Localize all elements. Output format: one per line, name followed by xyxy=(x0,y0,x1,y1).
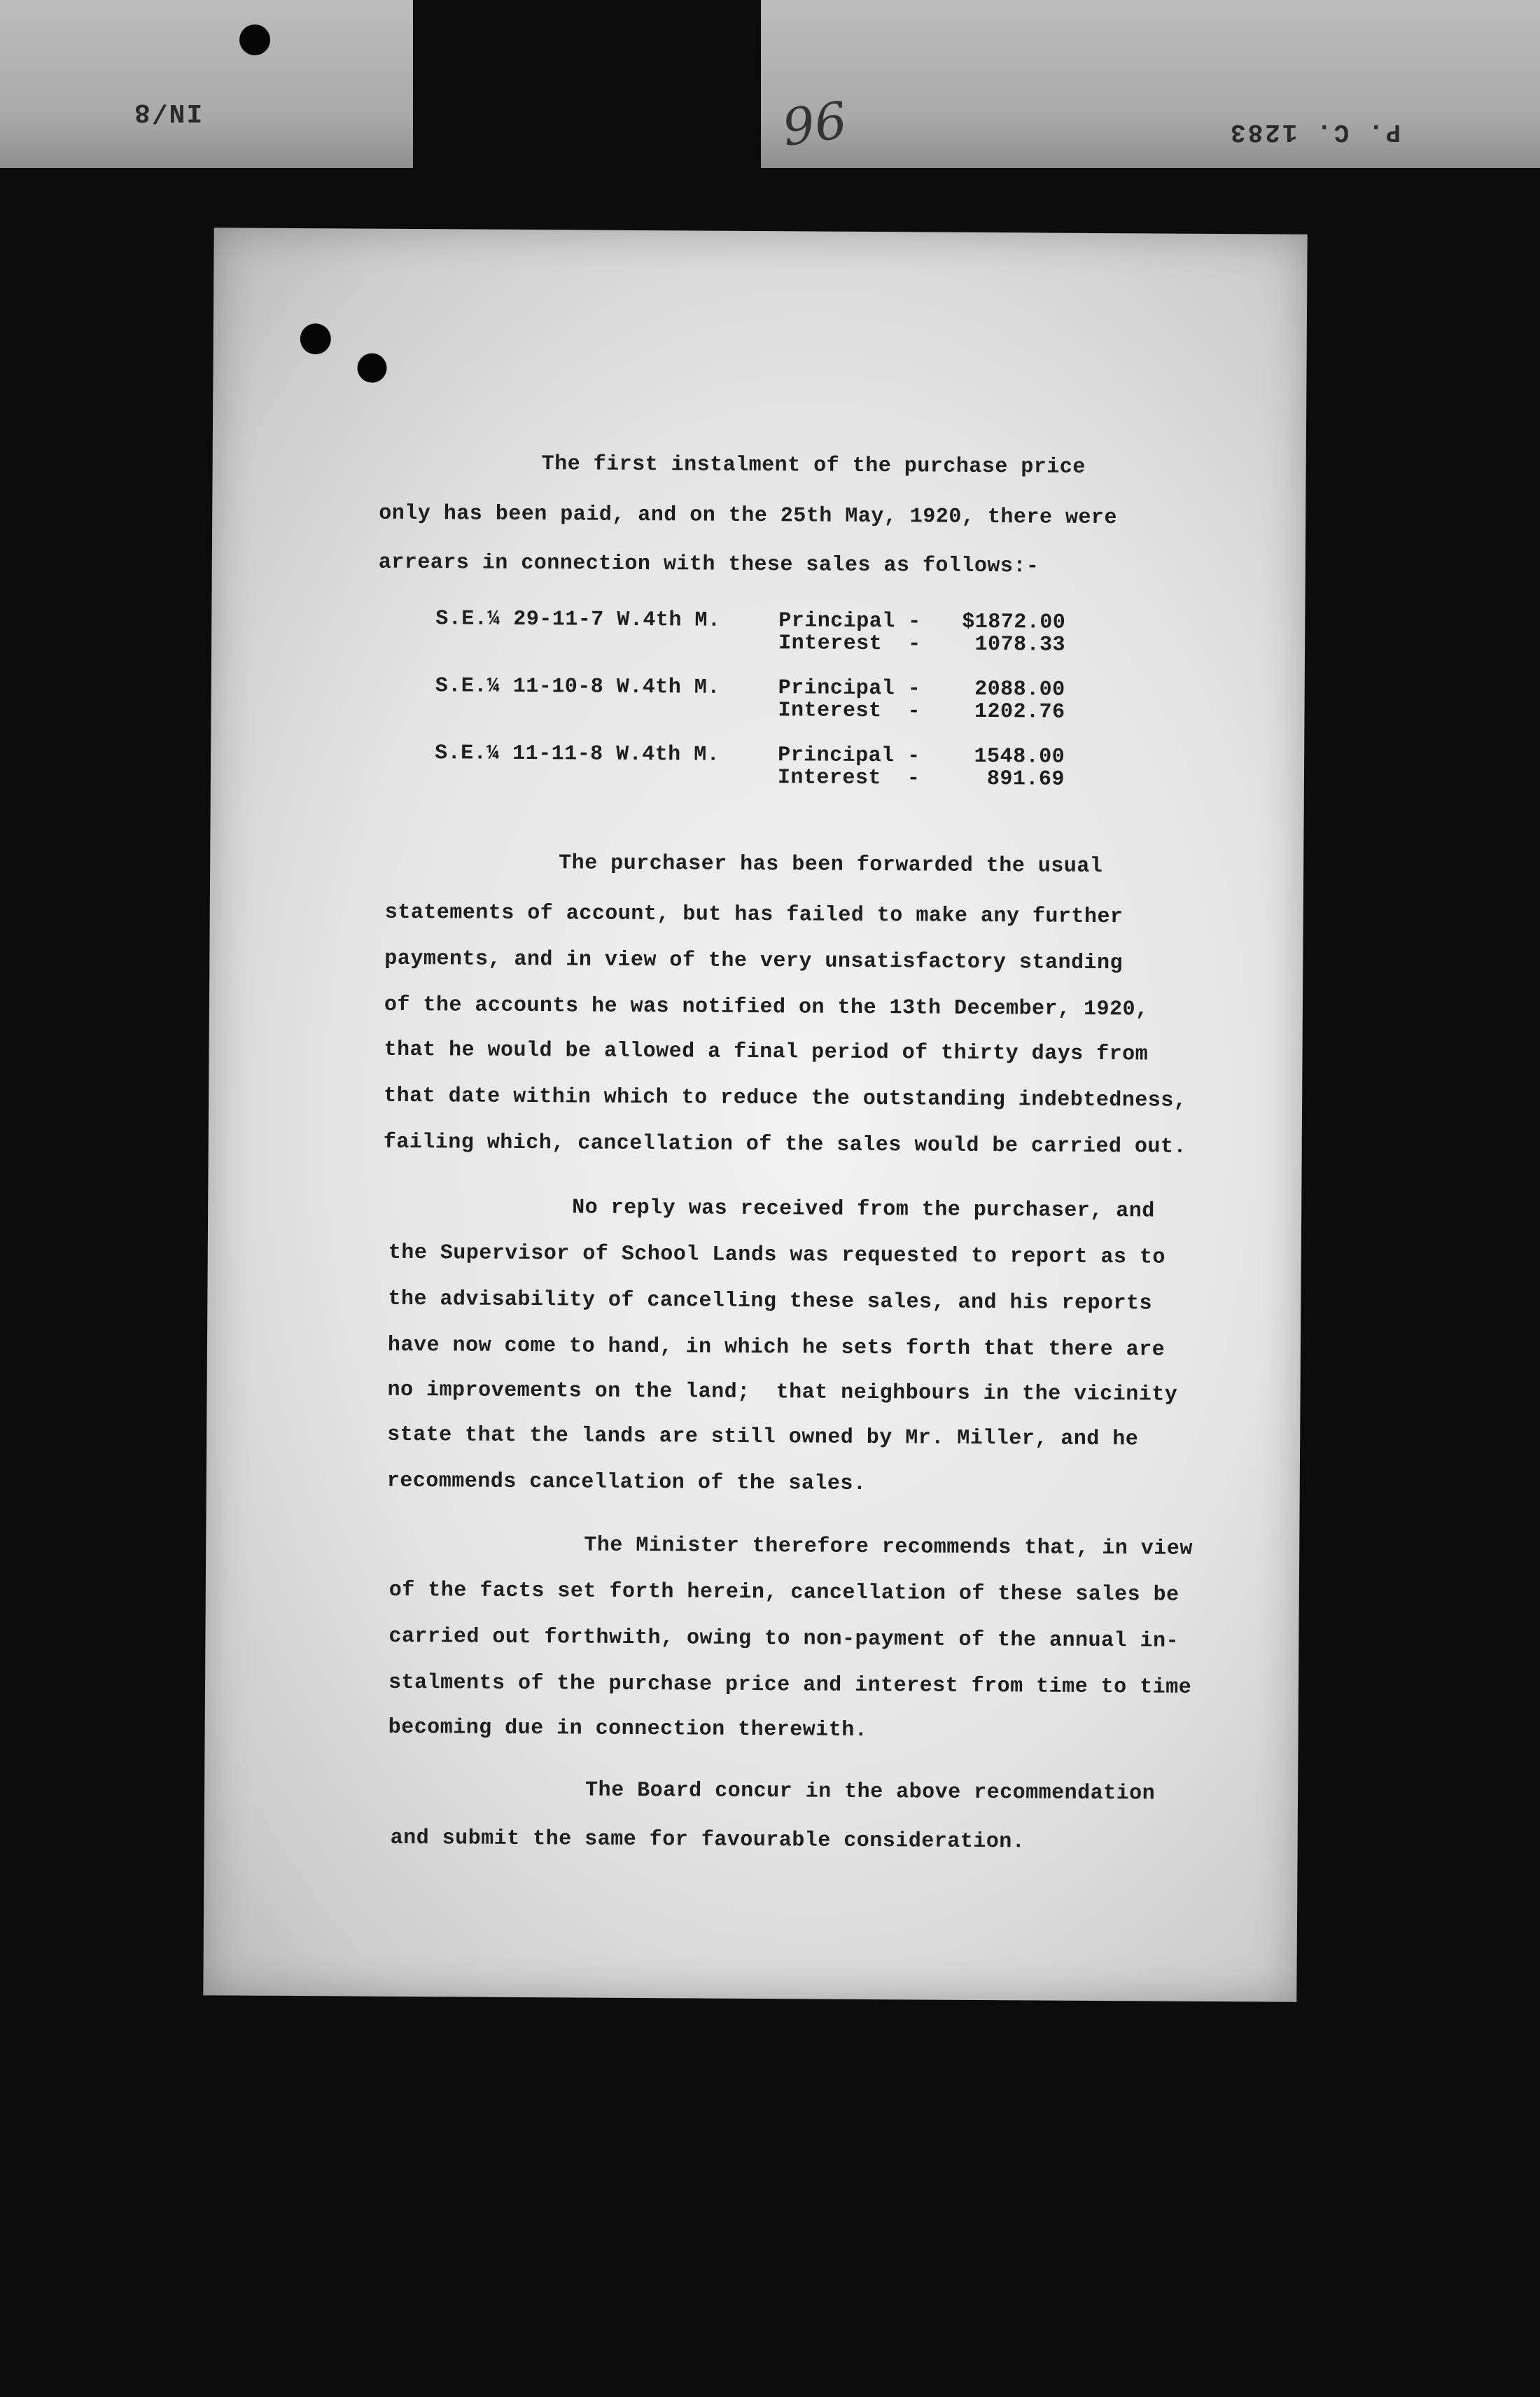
paragraph-2-line: payments, and in view of the very unsatisfactory standing xyxy=(384,946,1124,976)
document-page xyxy=(203,228,1307,2001)
parcel-description: S.E.¼ 11-10-8 W.4th M. xyxy=(435,674,720,700)
film-strip-right xyxy=(761,0,1540,168)
interest-amount: 891.69 xyxy=(986,767,1065,792)
principal-amount: $1872.00 xyxy=(962,610,1066,635)
interest-label: Interest - xyxy=(777,766,920,791)
paragraph-4-line: of the facts set forth herein, cancellation of these sales be xyxy=(388,1578,1180,1607)
paragraph-1-line: only has been paid, and on the 25th May, 1920, there were xyxy=(379,501,1117,531)
paragraph-2-line: that he would be allowed a final period of thirty days from xyxy=(384,1037,1149,1067)
principal-amount: 1548.00 xyxy=(974,744,1065,769)
paragraph-2-line: that date within which to reduce the outstanding indebtedness, xyxy=(384,1084,1187,1113)
paragraph-3-line: state that the lands are still owned by Mr. Miller, and he xyxy=(387,1423,1139,1452)
parcel-description: S.E.¼ 29-11-7 W.4th M. xyxy=(435,607,721,633)
strip-tag-right: P. C. 1283 xyxy=(1228,118,1401,146)
paragraph-3-line: recommends cancellation of the sales. xyxy=(386,1469,867,1496)
paragraph-4-line: becoming due in connection therewith. xyxy=(388,1715,868,1742)
paragraph-1-line: arrears in connection with these sales as follows:- xyxy=(378,550,1040,579)
principal-amount: 2088.00 xyxy=(974,677,1065,702)
punch-hole xyxy=(300,323,331,354)
paragraph-3-line: no improvements on the land; that neighbours in the vicinity xyxy=(387,1378,1178,1407)
interest-amount: 1078.33 xyxy=(974,632,1066,657)
strip-tag-left: IN/8 xyxy=(133,97,203,127)
principal-label: Principal - xyxy=(778,609,921,634)
interest-amount: 1202.76 xyxy=(974,699,1065,725)
paragraph-5-line: and submit the same for favourable consideration. xyxy=(390,1826,1026,1854)
paragraph-2-line: statements of account, but has failed to make any further xyxy=(384,900,1124,930)
paragraph-2-line: The purchaser has been forwarded the usual xyxy=(559,851,1103,879)
film-strip-left xyxy=(0,0,413,168)
paragraph-3-line: have now come to hand, in which he sets forth that there are xyxy=(387,1333,1166,1362)
paragraph-4-line: The Minister therefore recommends that, in view xyxy=(584,1533,1193,1561)
paragraph-2-line: of the accounts he was notified on the 13th December, 1920, xyxy=(384,993,1149,1022)
punch-hole xyxy=(357,354,386,383)
interest-label: Interest - xyxy=(778,631,921,657)
principal-label: Principal - xyxy=(778,743,920,769)
principal-label: Principal - xyxy=(778,676,921,701)
handwritten-folio-number: 96 xyxy=(778,90,851,158)
paragraph-3-line: the advisability of cancelling these sales, and his reports xyxy=(388,1287,1153,1316)
paragraph-4-line: carried out forthwith, owing to non-payment of the annual in- xyxy=(388,1624,1180,1654)
document-body xyxy=(208,228,1193,1854)
paragraph-4-line: stalments of the purchase price and interest from time to time xyxy=(388,1670,1192,1700)
punch-hole xyxy=(239,25,270,55)
parcel-description: S.E.¼ 11-11-8 W.4th M. xyxy=(435,741,720,767)
paragraph-2-line: failing which, cancellation of the sales would be carried out. xyxy=(383,1130,1187,1159)
paragraph-1-line: The first instalment of the purchase price xyxy=(541,452,1086,480)
paragraph-5-line: The Board concur in the above recommendation xyxy=(584,1778,1156,1806)
interest-label: Interest - xyxy=(778,699,921,724)
paragraph-3-line: the Supervisor of School Lands was requested to report as to xyxy=(388,1241,1166,1270)
paragraph-3-line: No reply was received from the purchaser, and xyxy=(572,1196,1155,1224)
